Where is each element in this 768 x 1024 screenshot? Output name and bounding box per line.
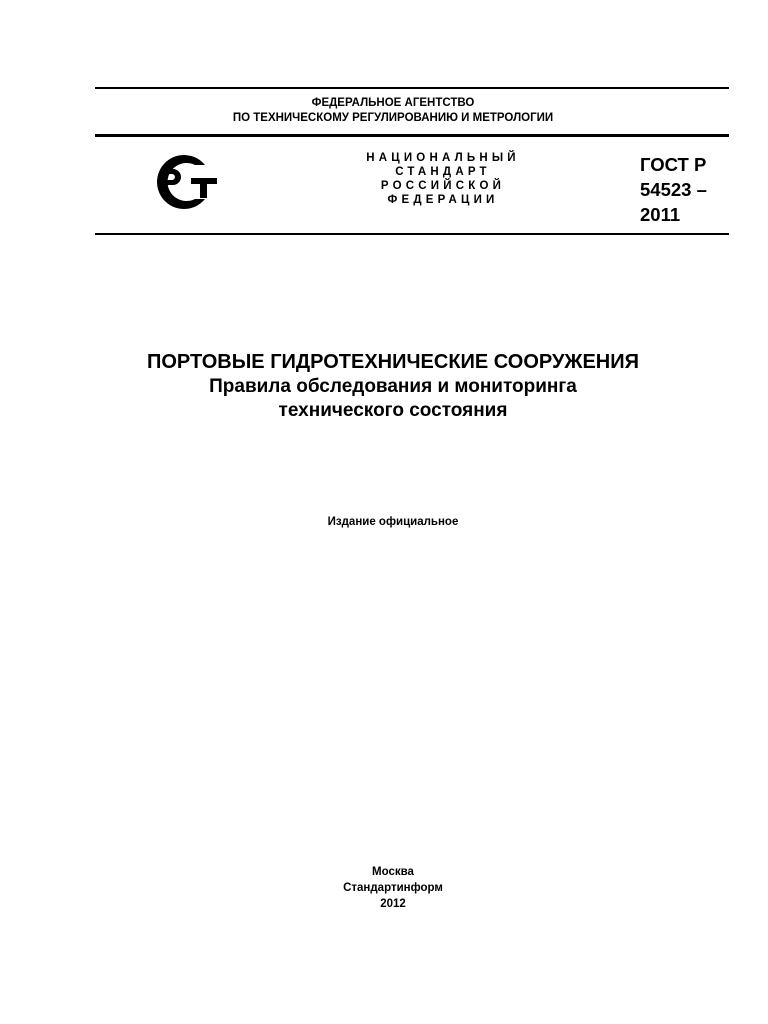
standard-designation [640,152,730,227]
title-main: ПОРТОВЫЕ ГИДРОТЕХНИЧЕСКИЕ СООРУЖЕНИЯ [146,351,639,373]
imprint-publisher: Стандартинформ [343,882,443,894]
standard-type-line-1: НАЦИОНАЛЬНЫЙ [366,152,520,164]
imprint [60,864,726,912]
standard-type-line-3: РОССИЙСКОЙ [380,180,506,192]
title-subtitle-line-1: Правила обследования и мониторинга [209,376,577,397]
imprint-year: 2012 [380,898,406,910]
standard-type [300,151,586,207]
header-bottom-rule [95,233,729,235]
agency-line-1: ФЕДЕРАЛЬНОЕ АГЕНТСТВО [311,97,475,109]
agency-line-2: ПО ТЕХНИЧЕСКОМУ РЕГУЛИРОВАНИЮ И МЕТРОЛОГИИ [232,112,554,124]
designation-line-1: ГОСТ Р [640,154,707,175]
header-top-rule [95,87,729,89]
title-subtitle-line-2: технического состояния [278,400,508,421]
imprint-city: Москва [372,866,414,878]
header-middle-rule [95,134,729,137]
document-title [60,349,726,423]
designation-line-2: 54523 – [640,179,707,200]
rst-certification-mark-icon [143,153,217,211]
standard-type-line-4: ФЕДЕРАЦИИ [387,194,499,206]
agency-name [95,96,691,126]
designation-line-3: 2011 [640,204,681,225]
standard-type-line-2: СТАНДАРТ [395,166,491,178]
edition-note: Издание официальное [327,516,459,528]
